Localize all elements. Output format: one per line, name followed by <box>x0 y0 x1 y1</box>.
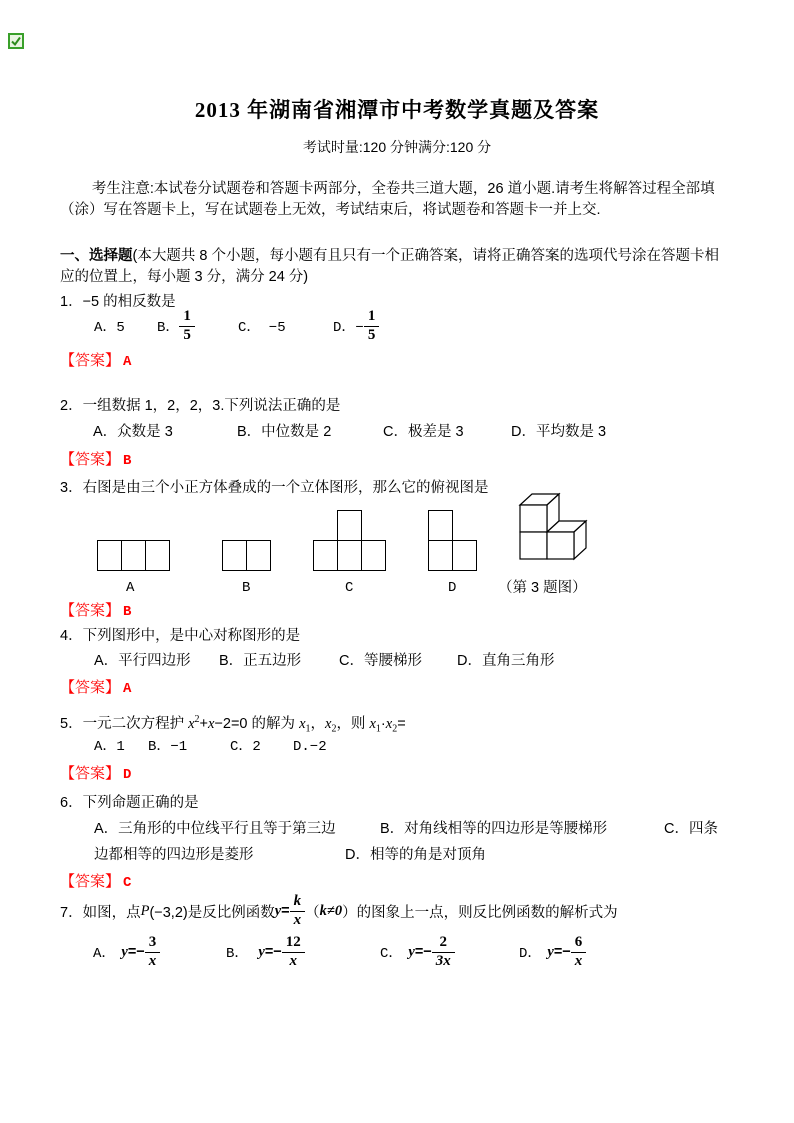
figure-caption: （第 3 题图） <box>498 580 587 596</box>
option-d-label: D．− <box>333 320 364 336</box>
var-x: x <box>188 715 195 732</box>
fraction-3-over-x: $\frac{3}{x}$ <box>145 934 161 970</box>
option-d-label: D． <box>519 946 542 962</box>
stem-text: 7．如图，点 <box>60 904 141 921</box>
question-7-option-c <box>380 926 455 978</box>
question-6-option-d: D．相等的角是对顶角 <box>345 847 486 863</box>
equals-minus: =− <box>127 944 145 960</box>
equals-minus: =− <box>553 944 571 960</box>
fraction-12-over-x: $\frac{12}{x}$ <box>282 934 305 970</box>
question-5-answer <box>60 763 131 786</box>
figure-label-d: D <box>448 580 457 596</box>
var-y: y <box>121 943 128 960</box>
question-7-option-a <box>93 926 160 978</box>
page-title: 2013 年湖南省湘潭市中考数学真题及答案 <box>194 98 600 122</box>
question-4-option-b: B．正五边形 <box>219 653 302 669</box>
open-paren: （ <box>305 904 320 921</box>
var-x2: x <box>325 715 332 732</box>
exam-duration-subtitle: 考试时量:120 分钟满分:120 分 <box>302 139 492 155</box>
figure-label-c: C <box>345 580 354 596</box>
question-4-stem: 4．下列图形中，是中心对称图形的是 <box>60 628 301 644</box>
question-4-answer <box>60 677 131 700</box>
figure-option-d-l-shape <box>428 510 478 571</box>
question-7-option-d <box>519 926 586 978</box>
answer-value: A <box>123 354 132 370</box>
fraction-neg-one-fifth: $\frac{1}{5}$ <box>364 308 380 344</box>
question-1-option-d <box>333 304 379 348</box>
var-x2: x <box>385 715 393 732</box>
answer-label: 【答案】 <box>60 873 121 890</box>
question-6-option-a: A．三角形的中位线平行且等于第三边 <box>94 821 336 837</box>
question-4-option-c: C．等腰梯形 <box>339 653 422 669</box>
figure-option-a-three-squares <box>97 540 171 571</box>
k-not-zero-condition: k≠0 <box>319 902 343 919</box>
var-y: y <box>408 943 415 960</box>
var-x: x <box>208 715 215 732</box>
stem-text: −2=0 的解为 <box>214 715 300 732</box>
comma: ， <box>310 715 325 732</box>
answer-label: 【答案】 <box>60 352 121 369</box>
question-5-option-b: B．−1 <box>148 739 188 755</box>
question-4-option-a: A．平行四边形 <box>94 653 191 669</box>
question-6-option-b: B．对角线相等的四边形是等腰梯形 <box>380 821 608 837</box>
question-5-option-d: D.−2 <box>293 739 327 755</box>
fraction-6-over-x: $\frac{6}{x}$ <box>571 934 587 970</box>
question-2-option-b: B．中位数是 2 <box>237 424 332 440</box>
question-2-option-d: D．平均数是 3 <box>511 424 607 440</box>
section-title: 一、选择题 <box>60 248 133 264</box>
subscript-1: 1 <box>375 723 381 735</box>
subscript-2: 2 <box>392 723 398 735</box>
question-5-option-c: C．2 <box>230 739 261 755</box>
figure-label-b: B <box>242 580 251 596</box>
question-2-answer <box>60 449 131 472</box>
answer-label: 【答案】 <box>60 451 121 468</box>
answer-value: D <box>123 767 132 783</box>
question-5-stem <box>60 709 406 740</box>
subscript-2: 2 <box>331 723 337 735</box>
question-6-option-c-part2: 边都相等的四边形是菱形 <box>94 847 254 863</box>
fraction-k-over-x: $\frac{k}{x}$ <box>290 893 306 929</box>
question-1-option-c: C． −5 <box>238 320 286 336</box>
dot-operator: · <box>380 715 386 732</box>
plus-sign: + <box>199 715 208 732</box>
section-heading <box>60 246 744 288</box>
question-3-answer <box>60 600 131 623</box>
figure-option-c-t-shape <box>313 510 387 571</box>
question-3-stem: 3．右图是由三个小正方体叠成的一个立体图形，那么它的俯视图是 <box>60 480 489 496</box>
question-2-stem: 2．一组数据 1，2，2，3.下列说法正确的是 <box>60 398 341 414</box>
var-x1: x <box>369 715 376 732</box>
answer-label: 【答案】 <box>60 765 121 782</box>
exponent-2: 2 <box>194 714 200 725</box>
section-heading-line-1 <box>60 246 744 267</box>
stem-text: 5．一元二次方程护 <box>60 715 189 732</box>
stem-text: ，则 <box>336 715 370 732</box>
fraction-one-fifth: $\frac{1}{5}$ <box>179 308 195 344</box>
equals-sign: = <box>397 715 406 732</box>
question-3-figure-group <box>60 490 744 602</box>
question-6-option-c-part1: C．四条 <box>664 821 718 837</box>
var-y: y <box>547 943 554 960</box>
section-heading-line-2: 应的位置上，每小题 3 分，满分 24 分) <box>60 269 309 285</box>
stem-text: 的图象上一点，则反比例函数的解析式为 <box>356 904 618 921</box>
subscript-1: 1 <box>305 723 311 735</box>
question-6-stem: 6．下列命题正确的是 <box>60 795 199 811</box>
answer-label: 【答案】 <box>60 679 121 696</box>
equals-minus: =− <box>414 944 432 960</box>
question-1-option-b <box>157 304 195 348</box>
answer-value: C <box>123 875 132 891</box>
var-x1: x <box>299 715 306 732</box>
answer-value: A <box>123 681 132 697</box>
figure-label-a: A <box>126 580 135 596</box>
question-1-answer <box>60 350 131 373</box>
figure-3d-cube-stack <box>512 490 624 570</box>
point-coordinates: (−3,2)是反比例函数 <box>149 904 275 921</box>
fraction-2-over-3x: $\frac{2}{3x}$ <box>432 934 455 970</box>
green-check-icon <box>8 33 24 49</box>
var-y: y <box>258 943 265 960</box>
option-b-label: B． <box>226 946 249 962</box>
notice-line-1: 考生注意:本试卷分试题卷和答题卡两部分，全卷共三道大题，26 道小题.请考生将解答过程全部填 <box>91 181 715 197</box>
question-1-stem: 1．−5 的相反数是 <box>60 294 176 310</box>
question-2-option-c: C．极差是 3 <box>383 424 464 440</box>
notice-line-2: （涂）写在答题卡上，写在试题卷上无效，考试结束后，将试题卷和答题卡一并上交. <box>60 202 601 218</box>
equals-sign: = <box>281 903 290 919</box>
question-5-option-a: A．1 <box>94 739 125 755</box>
option-c-label: C． <box>380 946 403 962</box>
answer-label: 【答案】 <box>60 602 121 619</box>
figure-option-b-two-squares <box>222 540 272 571</box>
answer-value: B <box>123 453 132 469</box>
close-paren: ） <box>342 904 357 921</box>
section-description: (本大题共 8 个小题，每小题有且只有一个正确答案，请将正确答案的选项代号涂在答题卡相 <box>132 248 719 264</box>
var-y: y <box>274 902 282 919</box>
question-1-option-a: A．5 <box>94 320 125 336</box>
question-4-option-d: D．直角三角形 <box>457 653 555 669</box>
candidate-notice <box>60 179 744 221</box>
question-2-option-a: A．众数是 3 <box>93 424 173 440</box>
equals-minus: =− <box>264 944 282 960</box>
option-a-label: A． <box>93 946 116 962</box>
option-b-label: B． <box>157 320 180 336</box>
var-p: P <box>140 902 150 919</box>
answer-value: B <box>123 604 132 620</box>
question-7-option-b <box>226 926 305 978</box>
